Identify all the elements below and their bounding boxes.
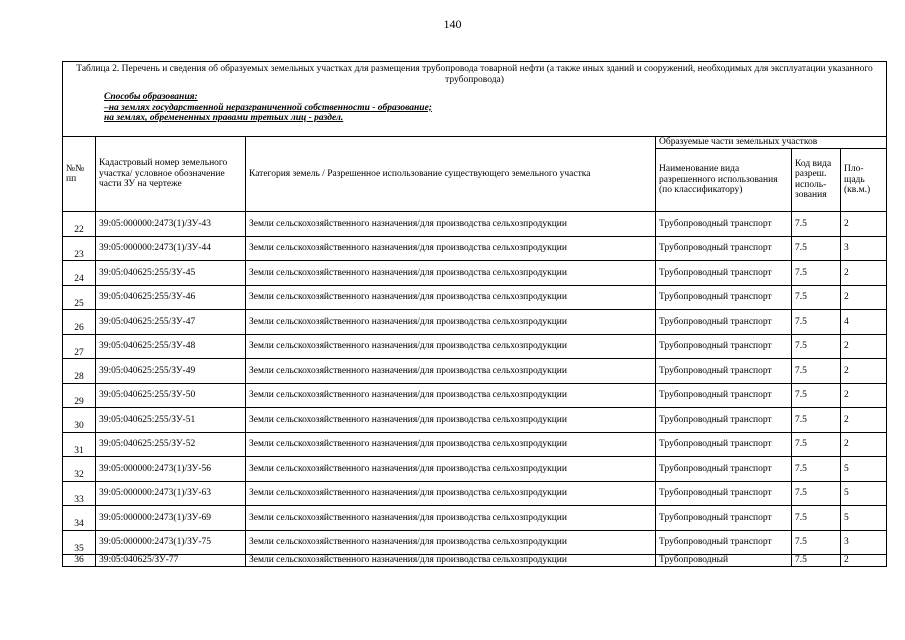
row-area: 2 (841, 212, 887, 237)
row-cadastral: 39:05:040625:255/ЗУ-49 (96, 359, 246, 384)
row-use: Трубопроводный транспорт (656, 383, 792, 408)
row-category: Земли сельскохозяйственного назначения/для производства сельхозпродукции (246, 481, 656, 506)
row-code: 7.5 (792, 334, 841, 359)
table-row (63, 359, 887, 384)
table-body (63, 212, 887, 555)
row-cadastral: 39:05:000000:2473(1)/ЗУ-69 (96, 506, 246, 531)
header-group: Образуемые части земельных участков (656, 137, 887, 149)
row-category: Земли сельскохозяйственного назначения/для производства сельхозпродукции (246, 359, 656, 384)
row-code: 7.5 (792, 383, 841, 408)
row-category: Земли сельскохозяйственного назначения/для производства сельхозпродукции (246, 432, 656, 457)
row-cadastral: 39:05:000000:2473(1)/ЗУ-63 (96, 481, 246, 506)
table-row (63, 530, 887, 555)
header-row-1 (63, 137, 887, 149)
table-row (63, 261, 887, 286)
row-area: 3 (841, 530, 887, 555)
row-use: Трубопроводный транспорт (656, 481, 792, 506)
row-use: Трубопроводный транспорт (656, 457, 792, 482)
row-category: Земли сельскохозяйственного назначения/для производства сельхозпродукции (246, 457, 656, 482)
row-num: 32 (63, 457, 96, 482)
row-code: 7.5 (792, 506, 841, 531)
table-row (63, 383, 887, 408)
table-row (63, 432, 887, 457)
caption-row (63, 62, 887, 137)
row-use: Трубопроводный транспорт (656, 236, 792, 261)
method-2: на землях, обремененных правами третьих лиц - раздел. (104, 113, 344, 123)
row-cadastral: 39:05:000000:2473(1)/ЗУ-56 (96, 457, 246, 482)
row-category: Земли сельскохозяйственного назначения/для производства сельхозпродукции (246, 285, 656, 310)
row-num: 29 (63, 383, 96, 408)
row-use: Трубопроводный (656, 555, 792, 567)
row-use: Трубопроводный транспорт (656, 506, 792, 531)
row-num: 27 (63, 334, 96, 359)
row-category: Земли сельскохозяйственного назначения/для производства сельхозпродукции (246, 555, 656, 567)
header-cadastral: Кадастровый номер земельного участка/ условное обозначение части ЗУ на чертеже (96, 137, 246, 212)
row-area: 2 (841, 555, 887, 567)
table-row (63, 310, 887, 335)
row-use: Трубопроводный транспорт (656, 310, 792, 335)
header-area: Пло-щадь (кв.м.) (841, 148, 887, 212)
row-cadastral: 39:05:040625:255/ЗУ-50 (96, 383, 246, 408)
row-cadastral: 39:05:000000:2473(1)/ЗУ-75 (96, 530, 246, 555)
row-code: 7.5 (792, 530, 841, 555)
row-use: Трубопроводный транспорт (656, 408, 792, 433)
land-plots-table (62, 61, 887, 567)
row-num: 36 (63, 555, 96, 567)
row-area: 2 (841, 383, 887, 408)
row-cadastral: 39:05:040625:255/ЗУ-47 (96, 310, 246, 335)
page-number: 140 (443, 17, 462, 31)
row-num: 28 (63, 359, 96, 384)
table-row (63, 506, 887, 531)
row-area: 4 (841, 310, 887, 335)
row-use: Трубопроводный транспорт (656, 432, 792, 457)
row-num: 33 (63, 481, 96, 506)
method-1: –на землях государственной неразграниченной собственности - образование; (104, 102, 432, 113)
row-cadastral: 39:05:000000:2473(1)/ЗУ-43 (96, 212, 246, 237)
row-category: Земли сельскохозяйственного назначения/для производства сельхозпродукции (246, 261, 656, 286)
methods-title: Способы образования: (104, 92, 198, 102)
row-area: 2 (841, 285, 887, 310)
row-area: 5 (841, 457, 887, 482)
row-num: 26 (63, 310, 96, 335)
table-row (63, 285, 887, 310)
row-use: Трубопроводный транспорт (656, 359, 792, 384)
table-row (63, 481, 887, 506)
row-use: Трубопроводный транспорт (656, 212, 792, 237)
row-code: 7.5 (792, 481, 841, 506)
row-area: 2 (841, 261, 887, 286)
row-code: 7.5 (792, 432, 841, 457)
row-code: 7.5 (792, 359, 841, 384)
row-use: Трубопроводный транспорт (656, 285, 792, 310)
row-cadastral: 39:05:040625:255/ЗУ-52 (96, 432, 246, 457)
row-area: 2 (841, 432, 887, 457)
header-num: №№ пп (63, 137, 96, 212)
row-cadastral: 39:05:000000:2473(1)/ЗУ-44 (96, 236, 246, 261)
row-num: 25 (63, 285, 96, 310)
row-cadastral: 39:05:040625:255/ЗУ-46 (96, 285, 246, 310)
row-area: 2 (841, 359, 887, 384)
row-code: 7.5 (792, 285, 841, 310)
table-row (63, 212, 887, 237)
row-area: 2 (841, 408, 887, 433)
row-category: Земли сельскохозяйственного назначения/для производства сельхозпродукции (246, 408, 656, 433)
row-code: 7.5 (792, 408, 841, 433)
row-cadastral: 39:05:040625:255/ЗУ-48 (96, 334, 246, 359)
row-area: 3 (841, 236, 887, 261)
row-num: 35 (63, 530, 96, 555)
table-caption: Таблица 2. Перечень и сведения об образуемых земельных участках для размещения трубопровода товарной нефти (а также иных зданий и сооружений, необходимых для эксплуатации указанного трубопровода) (76, 64, 873, 85)
row-area: 5 (841, 506, 887, 531)
row-num: 34 (63, 506, 96, 531)
formation-methods (104, 92, 883, 124)
row-code: 7.5 (792, 212, 841, 237)
row-area: 5 (841, 481, 887, 506)
row-code: 7.5 (792, 261, 841, 286)
caption-cell (63, 62, 887, 137)
row-num: 31 (63, 432, 96, 457)
row-cadastral: 39:05:040625:255/ЗУ-45 (96, 261, 246, 286)
row-code: 7.5 (792, 457, 841, 482)
row-use: Трубопроводный транспорт (656, 334, 792, 359)
row-code: 7.5 (792, 236, 841, 261)
row-code: 7.5 (792, 310, 841, 335)
table-row (63, 334, 887, 359)
row-category: Земли сельскохозяйственного назначения/для производства сельхозпродукции (246, 334, 656, 359)
row-category: Земли сельскохозяйственного назначения/для производства сельхозпродукции (246, 383, 656, 408)
table-row (63, 555, 887, 567)
row-cadastral: 39:05:040625:255/ЗУ-51 (96, 408, 246, 433)
row-num: 30 (63, 408, 96, 433)
row-category: Земли сельскохозяйственного назначения/для производства сельхозпродукции (246, 236, 656, 261)
row-use: Трубопроводный транспорт (656, 261, 792, 286)
row-area: 2 (841, 334, 887, 359)
row-category: Земли сельскохозяйственного назначения/для производства сельхозпродукции (246, 530, 656, 555)
row-cadastral: 39:05:040625/ЗУ-77 (96, 555, 246, 567)
header-use-name: Наименование вида разрешенного использования (по классификатору) (656, 148, 792, 212)
row-category: Земли сельскохозяйственного назначения/для производства сельхозпродукции (246, 310, 656, 335)
table-row (63, 408, 887, 433)
row-num: 23 (63, 236, 96, 261)
table-row (63, 236, 887, 261)
table-row (63, 457, 887, 482)
row-code: 7.5 (792, 555, 841, 567)
row-category: Земли сельскохозяйственного назначения/для производства сельхозпродукции (246, 506, 656, 531)
header-use-code: Код вида разреш. исполь-зования (792, 148, 841, 212)
row-use: Трубопроводный транспорт (656, 530, 792, 555)
row-num: 22 (63, 212, 96, 237)
row-num: 24 (63, 261, 96, 286)
row-category: Земли сельскохозяйственного назначения/для производства сельхозпродукции (246, 212, 656, 237)
header-category: Категория земель / Разрешенное использование существующего земельного участка (246, 137, 656, 212)
